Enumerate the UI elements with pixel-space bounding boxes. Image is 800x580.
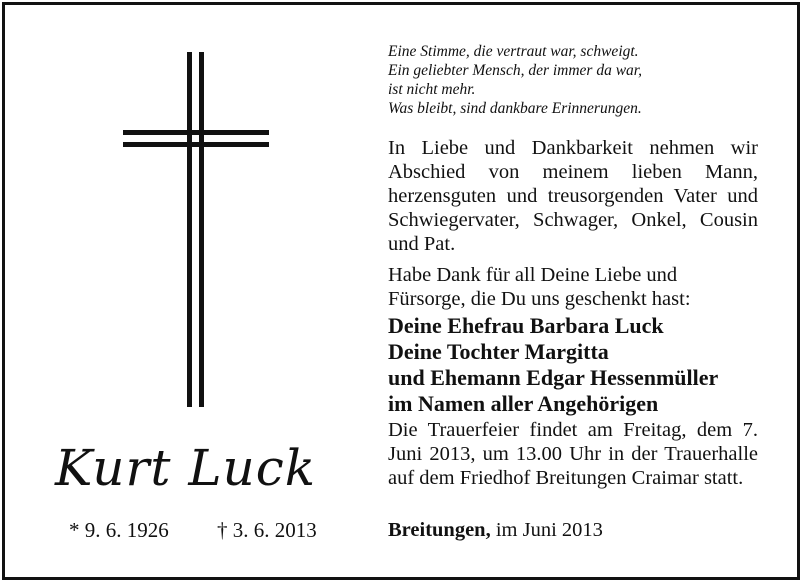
thanks-line: Fürsorge, die Du uns geschenkt hast: — [388, 288, 691, 310]
place-date-text: im Juni 2013 — [490, 519, 603, 541]
poem — [388, 42, 758, 118]
funeral-notice: Die Trauerfeier findet am Freitag, dem 7. Juni 2013, um 13.00 Uhr in der Trauerhalle auf dem Friedhof Breitungen Craimar statt. — [388, 419, 758, 489]
deceased-name: Kurt Luck — [55, 439, 317, 497]
death-date: † 3. 6. 2013 — [217, 518, 317, 542]
thanks-paragraph — [388, 263, 758, 311]
place-date — [388, 518, 758, 542]
poem-line: Ein geliebter Mensch, der immer da war, — [388, 62, 642, 79]
signer-line: Deine Ehefrau Barbara Luck — [388, 313, 664, 338]
obituary-card — [2, 2, 800, 580]
birth-date: * 9. 6. 1926 — [69, 518, 169, 542]
thanks-line: Habe Dank für all Deine Liebe und — [388, 264, 678, 286]
intro-paragraph: In Liebe und Dankbarkeit nehmen wir Abschied von meinem lieben Mann, herzensguten und treusorgenden Vater und Schwiegervater, Schwager, Onkel, Cousin und Pat. — [388, 137, 758, 255]
signer-line: Deine Tochter Margitta — [388, 339, 609, 364]
cross-icon — [123, 52, 269, 407]
signer-line: im Namen aller Angehörigen — [388, 391, 659, 416]
place-town: Breitungen, — [388, 519, 491, 541]
signer-line: und Ehemann Edgar Hessenmüller — [388, 365, 719, 390]
poem-line: Eine Stimme, die vertraut war, schweigt. — [388, 43, 639, 60]
poem-line: ist nicht mehr. — [388, 81, 476, 98]
poem-line: Was bleibt, sind dankbare Erinnerungen. — [388, 100, 642, 117]
signers — [388, 313, 758, 417]
